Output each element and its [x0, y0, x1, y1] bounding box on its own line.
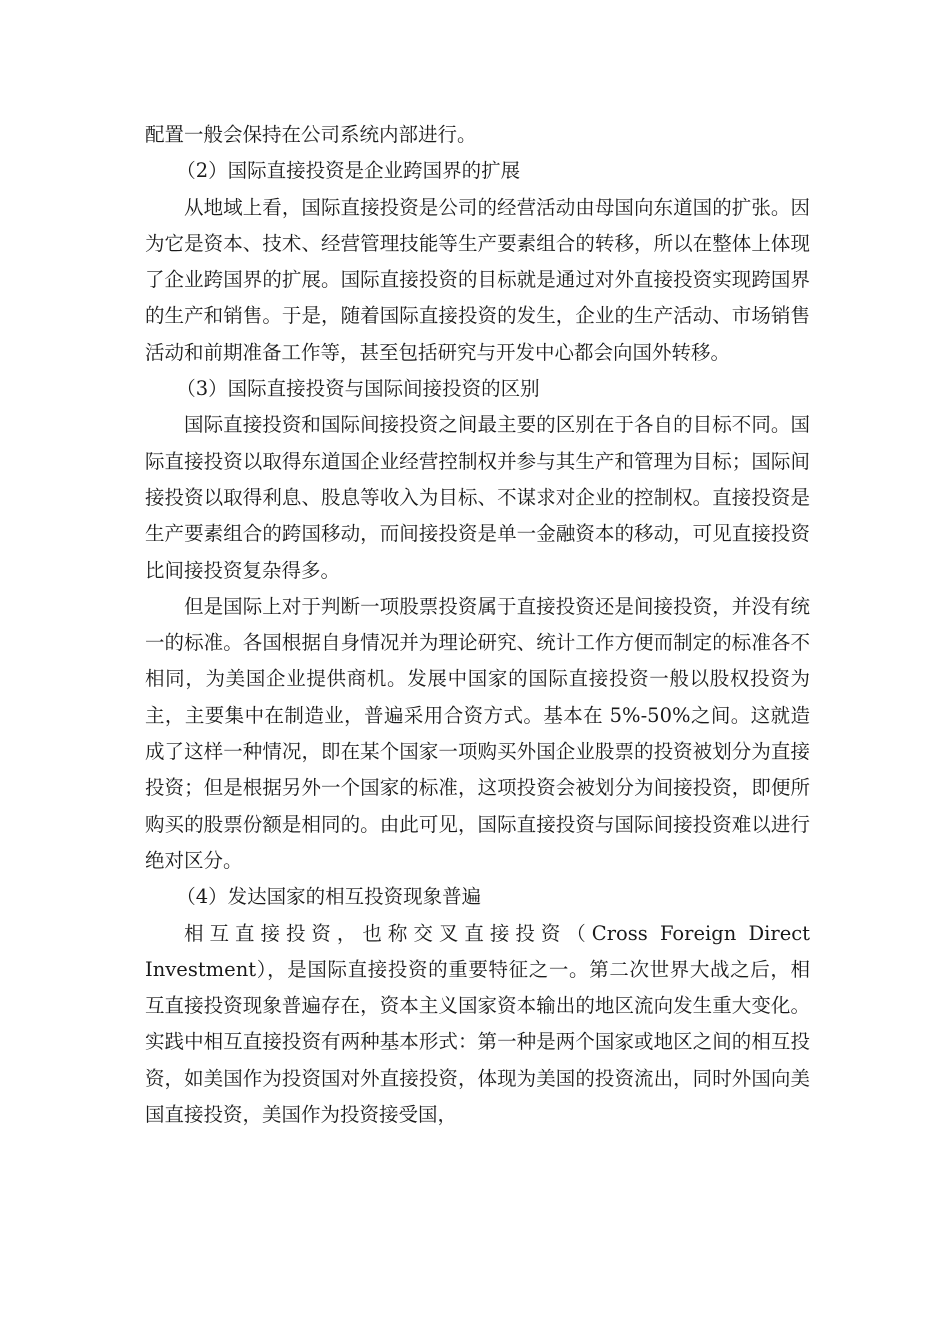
- paragraph-standards: 但是国际上对于判断一项股票投资属于直接投资还是间接投资，并没有统一的标准。各国根据自身情况并为理论研究、统计工作方便而制定的标准各不相同，为美国企业提供商机。发展中国家的国际直接投资一般以股权投资为主，主要集中在制造业，普遍采用合资方式。基本在 5%-50%之间。这就造成了这样一种情况，即在某个国家一项购买外国企业股票的投资被划分为直接投资；但是根据另外一个国家的标准，这项投资会被划分为间接投资，即便所购买的股票份额是相同的。由此可见，国际直接投资与国际间接投资难以进行绝对区分。: [145, 594, 810, 872]
- section-heading-3: （3）国际直接投资与国际间接投资的区别: [176, 377, 540, 401]
- paragraph-continuation: 配置一般会保持在公司系统内部进行。: [145, 123, 477, 146]
- paragraph-expansion: 从地域上看，国际直接投资是公司的经营活动由母国向东道国的扩张。因为它是资本、技术、经营管理技能等生产要素组合的转移，所以在整体上体现了企业跨国界的扩展。国际直接投资的目标就是通过对外直接投资实现跨国界的生产和销售。于是，随着国际直接投资的发生，企业的生产活动、市场销售活动和前期准备工作等，甚至包括研究与开发中心都会向国外转移。: [145, 195, 810, 364]
- document-body: [145, 117, 810, 1133]
- paragraph-cross-investment: 相互直接投资，也称交叉直接投资（Cross Foreign Direct Investment），是国际直接投资的重要特征之一。第二次世界大战之后，相互直接投资现象普遍存在，资本主义国家资本输出的地区流向发生重大变化。实践中相互直接投资有两种基本形式：第一种是两个国家或地区之间的相互投资，如美国作为投资国对外直接投资，体现为美国的投资流出，同时外国向美国直接投资，美国作为投资接受国，: [145, 921, 810, 1127]
- section-heading-2: （2）国际直接投资是企业跨国界的扩展: [176, 159, 521, 183]
- section-heading-4: （4）发达国家的相互投资现象普遍: [176, 885, 482, 909]
- paragraph-difference: 国际直接投资和国际间接投资之间最主要的区别在于各自的目标不同。国际直接投资以取得东道国企业经营控制权并参与其生产和管理为目标；国际间接投资以取得利息、股息等收入为目标、不谋求对企业的控制权。直接投资是生产要素组合的跨国移动，而间接投资是单一金融资本的移动，可见直接投资比间接投资复杂得多。: [145, 413, 810, 582]
